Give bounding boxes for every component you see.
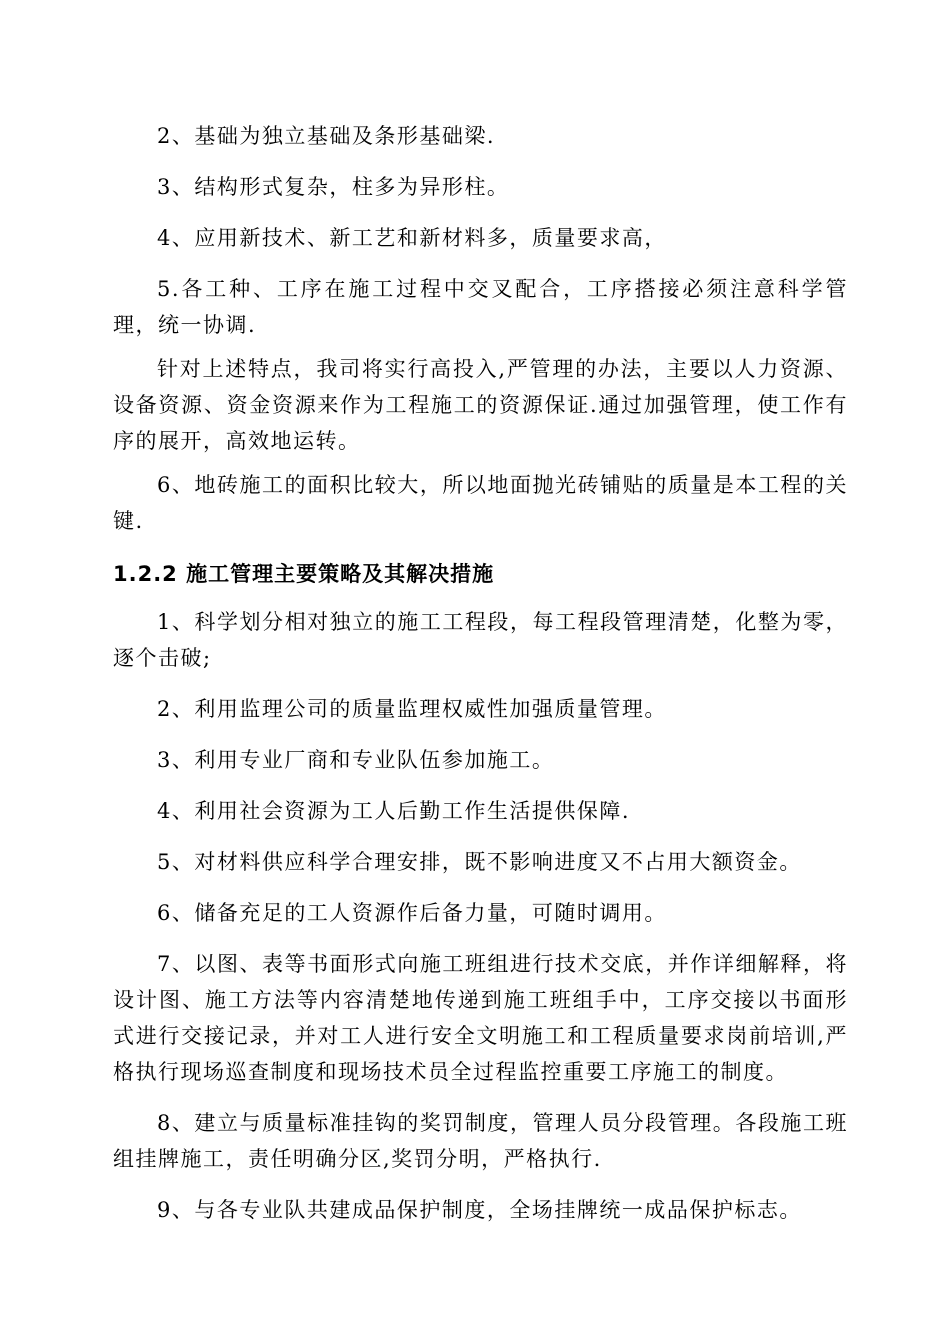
paragraph-b7: 7、以图、表等书面形式向施工班组进行技术交底，并作详细解释，将设计图、施工方法等内容清楚地传递到施工班组手中，工序交接以书面形式进行交接记录，并对工人进行安全文明施工和工程质量要求岗前培训,严格执行现场巡查制度和现场技术员全过程监控重要工序施工的制度。 [113,952,848,1084]
paragraph-a5: 针对上述特点，我司将实行高投入,严管理的办法，主要以人力资源、设备资源、资金资源来作为工程施工的资源保证.通过加强管理，使工作有序的展开，高效地运转。 [113,357,848,453]
paragraph-b8: 8、建立与质量标准挂钩的奖罚制度，管理人员分段管理。各段施工班组挂牌施工，责任明确分区,奖罚分明，严格执行. [113,1111,848,1171]
paragraph-a1: 2、基础为独立基础及条形基础梁. [157,124,496,148]
section-heading: 1.2.2 施工管理主要策略及其解决措施 [113,562,495,586]
paragraph-a2: 3、结构形式复杂，柱多为异形柱。 [157,175,510,199]
paragraph-b5: 5、对材料供应科学合理安排，既不影响进度又不占用大额资金。 [157,850,802,874]
paragraph-b9: 9、与各专业队共建成品保护制度，全场挂牌统一成品保护标志。 [157,1198,802,1222]
paragraph-b4: 4、利用社会资源为工人后勤工作生活提供保障. [157,799,631,823]
document-body [113,118,848,1228]
paragraph-b2: 2、利用监理公司的质量监理权威性加强质量管理。 [157,697,667,721]
paragraph-a6: 6、地砖施工的面积比较大，所以地面抛光砖铺贴的质量是本工程的关键. [113,473,848,533]
paragraph-a4: 5.各工种、工序在施工过程中交叉配合，工序搭接必须注意科学管理，统一协调. [113,277,848,337]
paragraph-b1: 1、科学划分相对独立的施工工程段，每工程段管理清楚，化整为零，逐个击破; [113,610,848,670]
paragraph-a3: 4、应用新技术、新工艺和新材料多，质量要求高， [157,226,667,250]
paragraph-b6: 6、储备充足的工人资源作后备力量，可随时调用。 [157,901,667,925]
paragraph-b3: 3、利用专业厂商和专业队伍参加施工。 [157,748,555,772]
